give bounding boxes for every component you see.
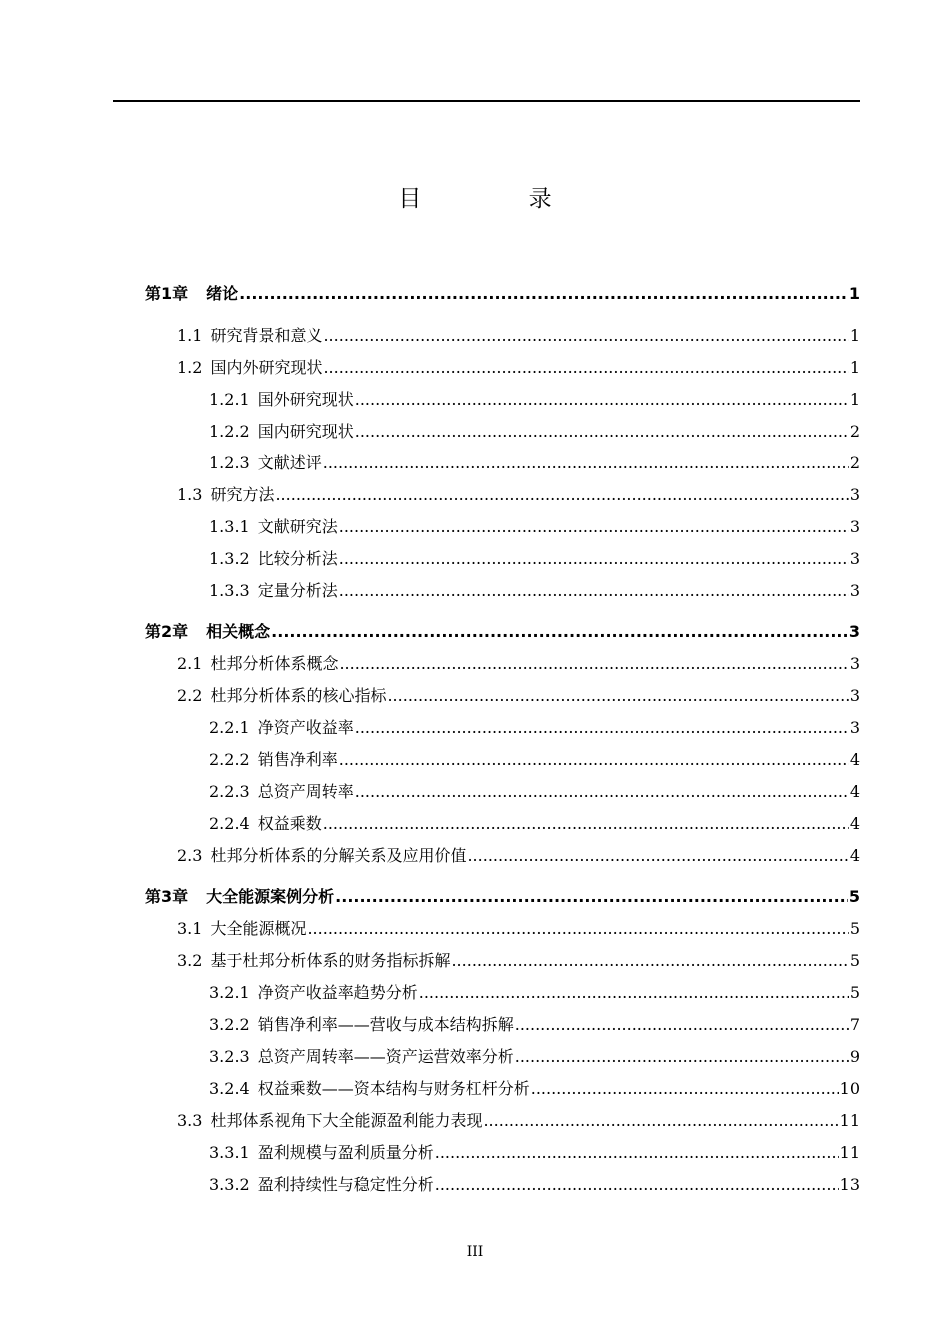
toc-section-entry[interactable]: [177, 1109, 860, 1133]
toc-section-entry[interactable]: [209, 1141, 860, 1165]
toc-entry-page: 9: [849, 1047, 860, 1066]
toc-entry-number: 3.1: [177, 919, 203, 938]
toc-leader-dots: [339, 547, 849, 571]
toc-entry-label: 盈利规模与盈利质量分析: [257, 1143, 434, 1162]
toc-entry-label: 比较分析法: [257, 549, 338, 568]
toc-entry-label: 文献研究法: [257, 517, 338, 536]
toc-chapter-entry[interactable]: [145, 885, 860, 909]
toc-entry-label: 净资产收益率趋势分析: [257, 983, 418, 1002]
toc-entry-page: 1: [848, 284, 860, 303]
toc-entry-number: 3.3.1: [209, 1143, 250, 1162]
toc-entry-number: 2.3: [177, 846, 203, 865]
toc-entry-label: 绪论: [206, 284, 239, 303]
toc-entry-label: 研究方法: [210, 485, 275, 504]
toc-section-entry[interactable]: [209, 388, 860, 412]
toc-leader-dots: [323, 356, 848, 380]
toc-leader-dots: [339, 515, 849, 539]
toc-entry-number: 3.2.4: [209, 1079, 250, 1098]
toc-entry-page: 5: [848, 887, 860, 906]
toc-entry-label: 国外研究现状: [257, 390, 354, 409]
toc-entry-label: 杜邦分析体系的核心指标: [210, 686, 387, 705]
toc-section-entry[interactable]: [209, 1077, 860, 1101]
toc-chapter-entry[interactable]: [145, 282, 860, 306]
toc-entry-page: 2: [849, 453, 860, 472]
toc-entry-number: 1.2: [177, 358, 203, 377]
toc-leader-dots: [275, 483, 848, 507]
toc-section-entry[interactable]: [177, 949, 860, 973]
toc-entry-label: 大全能源概况: [210, 919, 307, 938]
toc-leader-dots: [323, 451, 849, 475]
toc-entry-page: 4: [849, 750, 860, 769]
toc-leader-dots: [355, 780, 849, 804]
toc-leader-dots: [451, 949, 848, 973]
toc-entry-number: 2.2: [177, 686, 203, 705]
toc-entry-label: 销售净利率——营收与成本结构拆解: [257, 1015, 514, 1034]
toc-leader-dots: [355, 716, 849, 740]
toc-entry-number: 3.2.2: [209, 1015, 250, 1034]
toc-entry-number: 2.2.1: [209, 718, 250, 737]
toc-entry-page: 10: [839, 1079, 860, 1098]
toc-entry-number: 第2章: [145, 622, 189, 641]
toc-entry-label: 净资产收益率: [257, 718, 354, 737]
toc-entry-number: 1.3.3: [209, 581, 250, 600]
toc-entry-page: 3: [849, 485, 860, 504]
toc-leader-dots: [339, 652, 848, 676]
toc-entry-label: 杜邦体系视角下大全能源盈利能力表现: [210, 1111, 483, 1130]
page-title: 目 录: [398, 186, 602, 212]
toc-entry-page: 13: [839, 1175, 860, 1194]
toc-section-entry[interactable]: [209, 1173, 860, 1197]
toc-entry-label: 国内外研究现状: [210, 358, 323, 377]
header-rule: [113, 100, 860, 102]
toc-entry-page: 11: [839, 1143, 860, 1162]
toc-entry-label: 国内研究现状: [257, 422, 354, 441]
toc-entry-number: 2.2.3: [209, 782, 250, 801]
toc-section-entry[interactable]: [209, 579, 860, 603]
toc-leader-dots: [271, 620, 848, 644]
toc-section-entry[interactable]: [209, 451, 860, 475]
toc-entry-label: 权益乘数: [257, 814, 322, 833]
toc-entry-page: 7: [849, 1015, 860, 1034]
toc-section-entry[interactable]: [209, 547, 860, 571]
toc-section-entry[interactable]: [177, 684, 860, 708]
toc-entry-number: 2.2.2: [209, 750, 250, 769]
toc-entry-page: 3: [849, 654, 860, 673]
toc-leader-dots: [355, 388, 849, 412]
toc-section-entry[interactable]: [177, 917, 860, 941]
toc-entry-label: 相关概念: [206, 622, 271, 641]
toc-entry-number: 1.1: [177, 326, 203, 345]
toc-leader-dots: [323, 812, 849, 836]
toc-leader-dots: [339, 748, 849, 772]
toc-entry-label: 基于杜邦分析体系的财务指标拆解: [210, 951, 451, 970]
toc-leader-dots: [387, 684, 848, 708]
toc-entry-label: 杜邦分析体系概念: [210, 654, 339, 673]
toc-leader-dots: [307, 917, 848, 941]
toc-section-entry[interactable]: [209, 1045, 860, 1069]
toc-leader-dots: [483, 1109, 838, 1133]
toc-entry-page: 3: [848, 622, 860, 641]
toc-entry-number: 1.3.1: [209, 517, 250, 536]
toc-entry-page: 3: [849, 549, 860, 568]
toc-entry-page: 5: [849, 919, 860, 938]
toc-chapter-entry[interactable]: [145, 620, 860, 644]
toc-section-entry[interactable]: [177, 652, 860, 676]
page-number-footer: III: [466, 1244, 484, 1260]
toc-entry-page: 1: [849, 326, 860, 345]
toc-entry-number: 1.2.3: [209, 453, 250, 472]
toc-entry-page: 1: [849, 390, 860, 409]
toc-entry-number: 3.3: [177, 1111, 203, 1130]
toc-leader-dots: [435, 1141, 839, 1165]
toc-entry-number: 第3章: [145, 887, 189, 906]
toc-entry-page: 4: [849, 782, 860, 801]
toc-entry-number: 1.2.1: [209, 390, 250, 409]
toc-leader-dots: [435, 1173, 839, 1197]
toc-entry-page: 5: [849, 983, 860, 1002]
toc-section-entry[interactable]: [177, 483, 860, 507]
toc-entry-label: 研究背景和意义: [210, 326, 323, 345]
toc-entry-label: 大全能源案例分析: [206, 887, 335, 906]
toc-entry-number: 3.2.3: [209, 1047, 250, 1066]
toc-section-entry[interactable]: [209, 515, 860, 539]
toc-entry-page: 3: [849, 517, 860, 536]
toc-entry-label: 总资产周转率——资产运营效率分析: [257, 1047, 514, 1066]
toc-leader-dots: [323, 324, 848, 348]
toc-entry-label: 销售净利率: [257, 750, 338, 769]
toc-entry-label: 定量分析法: [257, 581, 338, 600]
toc-section-entry[interactable]: [209, 1013, 860, 1037]
toc-section-entry[interactable]: [209, 748, 860, 772]
toc-leader-dots: [467, 844, 848, 868]
toc-entry-label: 杜邦分析体系的分解关系及应用价值: [210, 846, 467, 865]
toc-entry-number: 1.3.2: [209, 549, 250, 568]
toc-entry-label: 权益乘数——资本结构与财务杠杆分析: [257, 1079, 530, 1098]
toc-leader-dots: [335, 885, 848, 909]
toc-leader-dots: [239, 282, 848, 306]
toc-entry-page: 11: [839, 1111, 860, 1130]
toc-section-entry[interactable]: [177, 844, 860, 868]
toc-entry-page: 4: [849, 814, 860, 833]
toc-leader-dots: [355, 420, 849, 444]
toc-entry-number: 3.3.2: [209, 1175, 250, 1194]
toc-entry-number: 第1章: [145, 284, 189, 303]
toc-entry-number: 2.1: [177, 654, 203, 673]
toc-section-entry[interactable]: [177, 356, 860, 380]
toc-leader-dots: [339, 579, 849, 603]
toc-entry-number: 1.3: [177, 485, 203, 504]
toc-entry-label: 文献述评: [257, 453, 322, 472]
toc-entry-page: 1: [849, 358, 860, 377]
toc-entry-number: 3.2.1: [209, 983, 250, 1002]
toc-entry-label: 盈利持续性与稳定性分析: [257, 1175, 434, 1194]
toc-section-entry[interactable]: [209, 812, 860, 836]
toc-section-entry[interactable]: [209, 420, 860, 444]
toc-entry-label: 总资产周转率: [257, 782, 354, 801]
toc-section-entry[interactable]: [177, 324, 860, 348]
toc-entry-number: 3.2: [177, 951, 203, 970]
toc-entry-number: 2.2.4: [209, 814, 250, 833]
toc-entry-page: 3: [849, 581, 860, 600]
toc-section-entry[interactable]: [209, 716, 860, 740]
toc-leader-dots: [419, 981, 849, 1005]
toc-entry-page: 2: [849, 422, 860, 441]
toc-leader-dots: [531, 1077, 839, 1101]
toc-section-entry[interactable]: [209, 981, 860, 1005]
toc-entry-page: 3: [849, 686, 860, 705]
toc-entry-number: 1.2.2: [209, 422, 250, 441]
toc-leader-dots: [515, 1013, 849, 1037]
toc-section-entry[interactable]: [209, 780, 860, 804]
toc-leader-dots: [515, 1045, 849, 1069]
toc-entry-page: 3: [849, 718, 860, 737]
toc-entry-page: 5: [849, 951, 860, 970]
toc-entry-page: 4: [849, 846, 860, 865]
